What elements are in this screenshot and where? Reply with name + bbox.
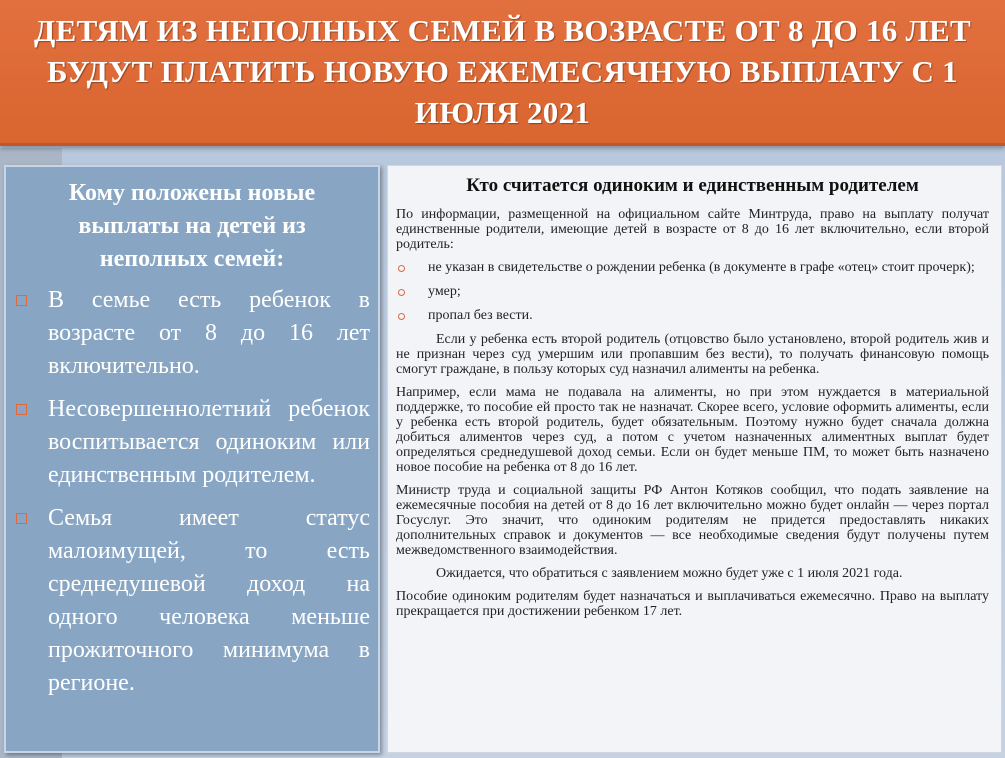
eligibility-item — [6, 502, 378, 700]
eligibility-panel — [4, 165, 380, 753]
circle-bullet-icon — [398, 265, 405, 272]
payment-terms-paragraph: Пособие одиноким родителям будет назначаться и выплачиваться ежемесячно. Право на выплату прекращается при достижении ребенком 17 лет. — [396, 589, 989, 619]
square-bullet-icon — [16, 513, 27, 524]
eligibility-item-text: Семья имеет статус малоимущей, то есть среднедушевой доход на одного человека меньше прожиточного минимума в регионе. — [48, 505, 370, 696]
condition-item — [396, 260, 989, 275]
intro-paragraph: По информации, размещенной на официальном сайте Минтруда, право на выплату получат единственные родители, имеющие детей в возрасте от 8 до 16 лет включительно, если второй родитель: — [396, 207, 989, 252]
circle-bullet-icon — [398, 313, 405, 320]
square-bullet-icon — [16, 404, 27, 415]
eligibility-item — [6, 393, 378, 492]
condition-item — [396, 284, 989, 299]
details-panel — [387, 165, 1002, 753]
square-bullet-icon — [16, 295, 27, 306]
condition-item-text: пропал без вести. — [428, 308, 533, 323]
second-parent-paragraph: Если у ребенка есть второй родитель (отцовство было установлено, второй родитель жив и не признан через суд умершим или пропавшим без вести), то получать финансовую помощь смогут граждане, в пользу которых суд назначил алименты на ребенка. — [396, 332, 989, 377]
eligibility-title: Кому положены новые выплаты на детей из неполных семей: — [68, 180, 316, 272]
page-title: ДЕТЯМ ИЗ НЕПОЛНЫХ СЕМЕЙ В ВОЗРАСТЕ ОТ 8 ДО 16 ЛЕТ БУДУТ ПЛАТИТЬ НОВУЮ ЕЖЕМЕСЯЧНУЮ ВЫПЛАТУ С 1 ИЮЛЯ 2021 — [33, 13, 971, 130]
eligibility-item-text: В семье есть ребенок в возрасте от 8 до 16 лет включительно. — [48, 287, 370, 379]
minister-paragraph: Министр труда и социальной защиты РФ Антон Котяков сообщил, что подать заявление на ежемесячные пособия на детей от 8 до 16 лет включительно можно будет онлайн — через портал Госуслуг. Это значит, что одиноким родителям не придется предоставлять никаких дополнительных справок и документов — все необходимые сведения будут получены путем межведомственного взаимодействия. — [396, 483, 989, 558]
start-date-paragraph: Ожидается, что обратиться с заявлением можно будет уже с 1 июля 2021 года. — [436, 566, 903, 581]
example-paragraph: Например, если мама не подавала на алименты, но при этом нуждается в материальной поддержке, то пособие ей просто так не назначат. Скорее всего, условие оформить алименты, если у ребенка есть второй родитель, будет обязательным. Поэтому нужно будет сначала должна добиться алиментов через суд, а потом с учетом назначенных алиментных выплат будет определяться среднедушевой доход семьи. Если он будет меньше ПМ, то может быть назначено новое пособие на ребенка от 8 до 16 лет. — [396, 385, 989, 475]
condition-item — [396, 308, 989, 323]
eligibility-list — [6, 284, 378, 700]
eligibility-item — [6, 284, 378, 383]
eligibility-item-text: Несовершеннолетний ребенок воспитывается одиноким или единственным родителем. — [48, 396, 370, 488]
condition-item-text: не указан в свидетельстве о рождении ребенка (в документе в графе «отец» стоит прочерк); — [428, 260, 975, 275]
conditions-list — [396, 260, 989, 323]
condition-item-text: умер; — [428, 284, 461, 299]
title-banner — [0, 0, 1005, 146]
circle-bullet-icon — [398, 289, 405, 296]
details-title: Кто считается одиноким и единственным родителем — [466, 175, 919, 196]
